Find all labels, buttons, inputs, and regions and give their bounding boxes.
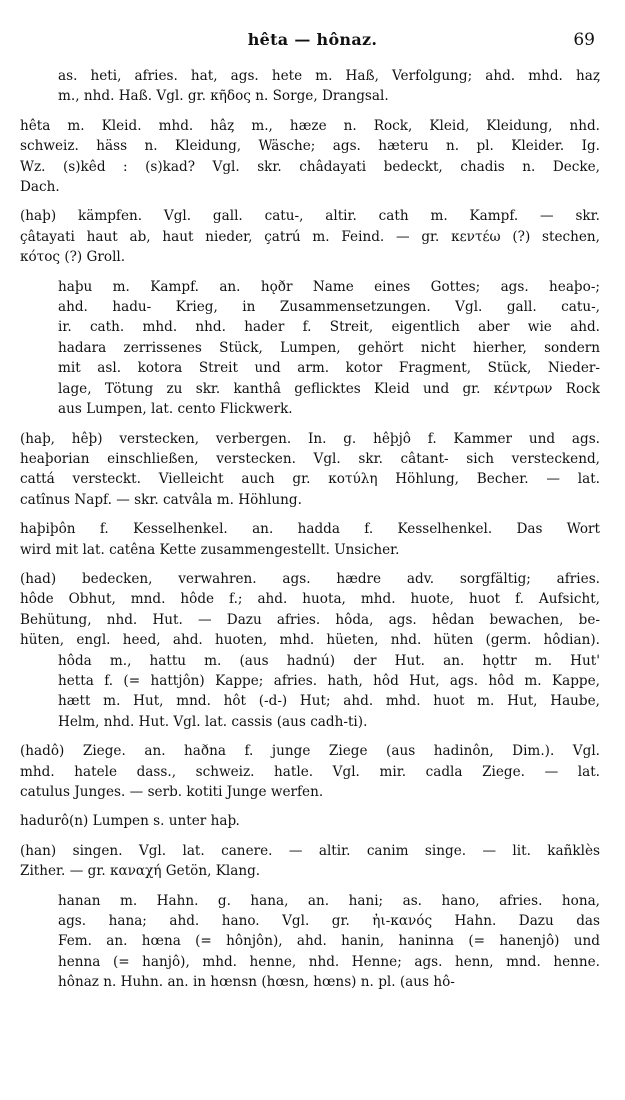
dictionary-entry-hanan	[20, 891, 600, 993]
entry-line: mit asl. kotora Streit und arm. kotor Fragment, Stück, Nieder-	[58, 360, 600, 377]
entry-line: as. heti, afries. hat, ags. hete m. Haß, Verfolgung; ahd. mhd. haȥ	[58, 68, 600, 84]
entry-line: aus Lumpen, lat. cento Flickwerk.	[58, 401, 293, 418]
entry-line: Dach.	[20, 179, 60, 196]
dictionary-entry-hathu	[20, 277, 600, 420]
dictionary-entry-had	[20, 569, 600, 732]
entry-line: Fem. an. hœna (= hônjôn), ahd. hanin, haninna (= hanenjô) und	[58, 933, 600, 950]
entry-line: catînus Napf. — skr. catvâla m. Höhlung.	[20, 491, 302, 508]
entry-line: hônaz n. Huhn. an. in hœnsn (hœsn, hœns) n. pl. (aus hô-	[58, 974, 455, 991]
entry-line: haþiþôn f. Kesselhenkel. an. hadda f. Kesselhenkel. Das Wort	[20, 521, 600, 538]
entry-line: ags. hana; ahd. hano. Vgl. gr. ἠι-κανός Hahn. Dazu das	[58, 913, 600, 930]
entry-line: catulus Junges. — serb. kotiti Junge werfen.	[20, 784, 324, 800]
entry-line: hüten, engl. heed, ahd. huoten, mhd. hüeten, nhd. hüten (germ. hôdian).	[20, 632, 600, 649]
entry-line: Behütung, nhd. Hut. — Dazu afries. hôda, ags. hêdan bewachen, be-	[20, 611, 600, 628]
entry-line: (hadô) Ziege. an. haðna f. junge Ziege (aus hadinôn, Dim.). Vgl.	[20, 743, 600, 760]
page-number: 69	[573, 30, 595, 50]
running-head: hêta — hônaz.	[247, 30, 378, 49]
entry-line: (had) bedecken, verwahren. ags. hædre adv. sorgfältig; afries.	[20, 570, 600, 587]
entry-line: wird mit lat. catêna Kette zusammengestellt. Unsicher.	[20, 541, 400, 558]
entry-line: mhd. hatele dass., schweiz. hatle. Vgl. mir. cadla Ziege. — lat.	[20, 763, 600, 780]
entry-line: Wz. (s)kêd : (s)kad? Vgl. skr. châdayati bedeckt, chadis n. Decke,	[20, 158, 600, 175]
entry-line: (han) singen. Vgl. lat. canere. — altir. canim singe. — lit. kañklès	[20, 842, 600, 859]
entry-line: (haþ) kämpfen. Vgl. gall. catu-, altir. cath m. Kampf. — skr.	[20, 208, 600, 225]
entry-line: hadurô(n) Lumpen s. unter haþ.	[20, 813, 240, 830]
dictionary-entry-han	[20, 841, 600, 882]
entry-line: ahd. hadu- Krieg, in Zusammensetzungen. Vgl. gall. catu-,	[58, 299, 600, 316]
dictionary-entry-hath	[20, 206, 600, 267]
dictionary-entry-haduro	[20, 811, 600, 831]
dictionary-entry-heta	[20, 116, 600, 198]
entry-line: m., nhd. Haß. Vgl. gr. κῆδος n. Sorge, Drangsal.	[58, 88, 389, 105]
entry-line: hadara zerrissenes Stück, Lumpen, gehört nicht hierher, sondern	[58, 339, 600, 356]
entry-line: κότος (?) Groll.	[20, 249, 126, 266]
dictionary-entry-cont	[20, 66, 600, 107]
entry-line: ir. cath. mhd. nhd. hader f. Streit, eigentlich aber wie ahd.	[58, 319, 600, 336]
entry-line: Helm, nhd. Hut. Vgl. lat. cassis (aus cadh-ti).	[58, 713, 368, 730]
entry-line: cattá versteckt. Vielleicht auch gr. κοτύλη Höhlung, Becher. — lat.	[20, 471, 600, 488]
entry-line: (haþ, hêþ) verstecken, verbergen. In. g. hêþjô f. Kammer und ags.	[20, 430, 600, 447]
entry-line: Zither. — gr. καναχή Getön, Klang.	[20, 863, 261, 880]
dictionary-entry-hado	[20, 741, 600, 802]
dictionary-entry-hep	[20, 429, 600, 511]
entry-line: heaþorian einschließen, verstecken. Vgl. skr. câtant- sich versteckend,	[20, 450, 600, 467]
entry-line: haþu m. Kampf. an. hǫðr Name eines Gottes; ags. heaþo-;	[58, 278, 600, 295]
entry-line: hôde Obhut, mnd. hôde f.; ahd. huota, mhd. huote, huot f. Aufsicht,	[20, 591, 600, 608]
entry-line: hætt m. Hut, mnd. hôt (-d-) Hut; ahd. mhd. huot m. Hut, Haube,	[58, 693, 600, 710]
entry-line: hêta m. Kleid. mhd. hâȥ m., hæze n. Rock, Kleid, Kleidung, nhd.	[20, 117, 600, 134]
entry-line: henna (= hanjô), mhd. henne, nhd. Henne; ags. henn, mnd. henne.	[58, 953, 600, 970]
entry-line: hetta f. (= hattjôn) Kappe; afries. hath, hôd Hut, ags. hôd m. Kappe,	[58, 672, 600, 689]
entry-line: hanan m. Hahn. g. hana, an. hani; as. hano, afries. hona,	[58, 892, 600, 909]
entry-line: hôda m., hattu m. (aus hadnú) der Hut. an. hǫttr m. Hut'	[58, 652, 600, 669]
entry-line: lage, Tötung zu skr. kanthâ geflicktes Kleid und gr. κέντρων Rock	[58, 380, 600, 397]
page-header	[0, 30, 625, 54]
entries-column	[20, 66, 600, 1002]
entry-line: çâtayati haut ab, haut nieder, çatrú m. Feind. — gr. κεντέω (?) stechen,	[20, 228, 600, 245]
dictionary-entry-hathithon	[20, 519, 600, 560]
entry-line: schweiz. häss n. Kleidung, Wäsche; ags. hæteru n. pl. Kleider. Ig.	[20, 138, 600, 155]
